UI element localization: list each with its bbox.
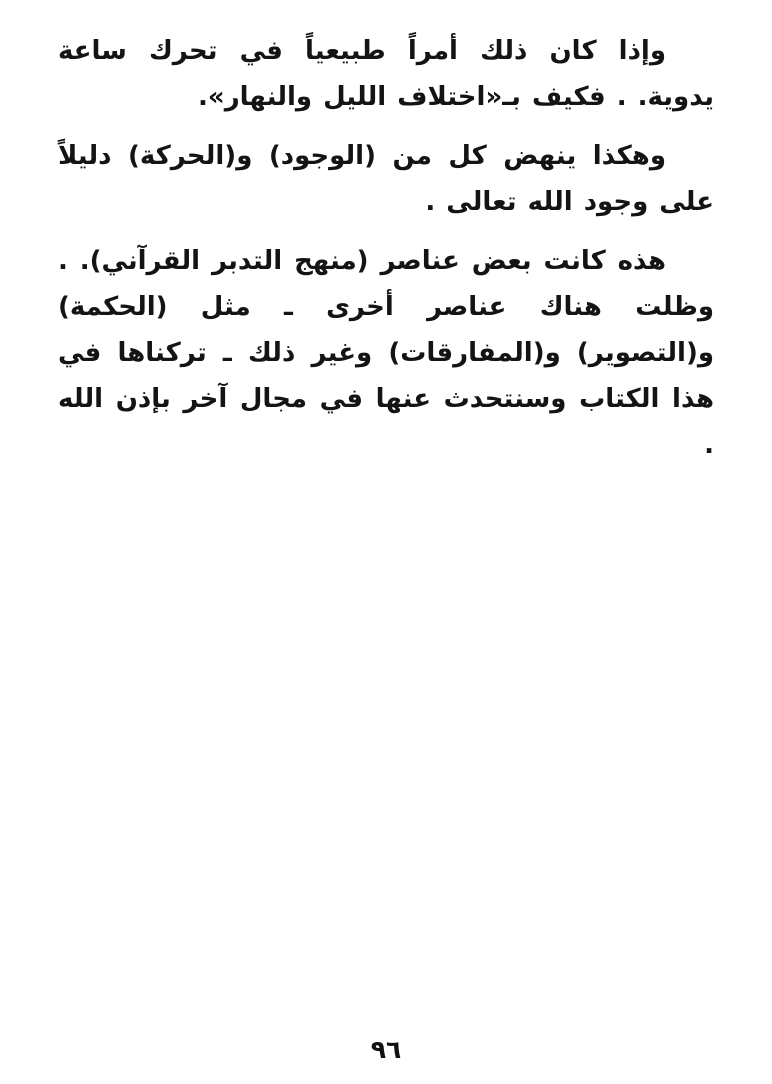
paragraph-tadabbur-elements: هذه كانت بعض عناصر (منهج التدبر القرآني). . وظلت هناك عناصر أخرى ـ مثل (الحكمة) و(التصوير) و(المفارقات) وغير ذلك ـ تركناها في هذا الكتاب وسنتحدث عنها في مجال آخر بإذن الله . <box>58 246 714 460</box>
paragraph-watch-analogy: وإذا كان ذلك أمراً طبيعياً في تحرك ساعة يدوية. . فكيف بـ«اختلاف الليل والنهار». <box>58 36 714 112</box>
body-text <box>58 28 714 481</box>
paragraph-existence-motion: وهكذا ينهض كل من (الوجود) و(الحركة) دليلاً على وجود الله تعالى . <box>58 141 714 217</box>
page-number: ٩٦ <box>370 1035 402 1064</box>
